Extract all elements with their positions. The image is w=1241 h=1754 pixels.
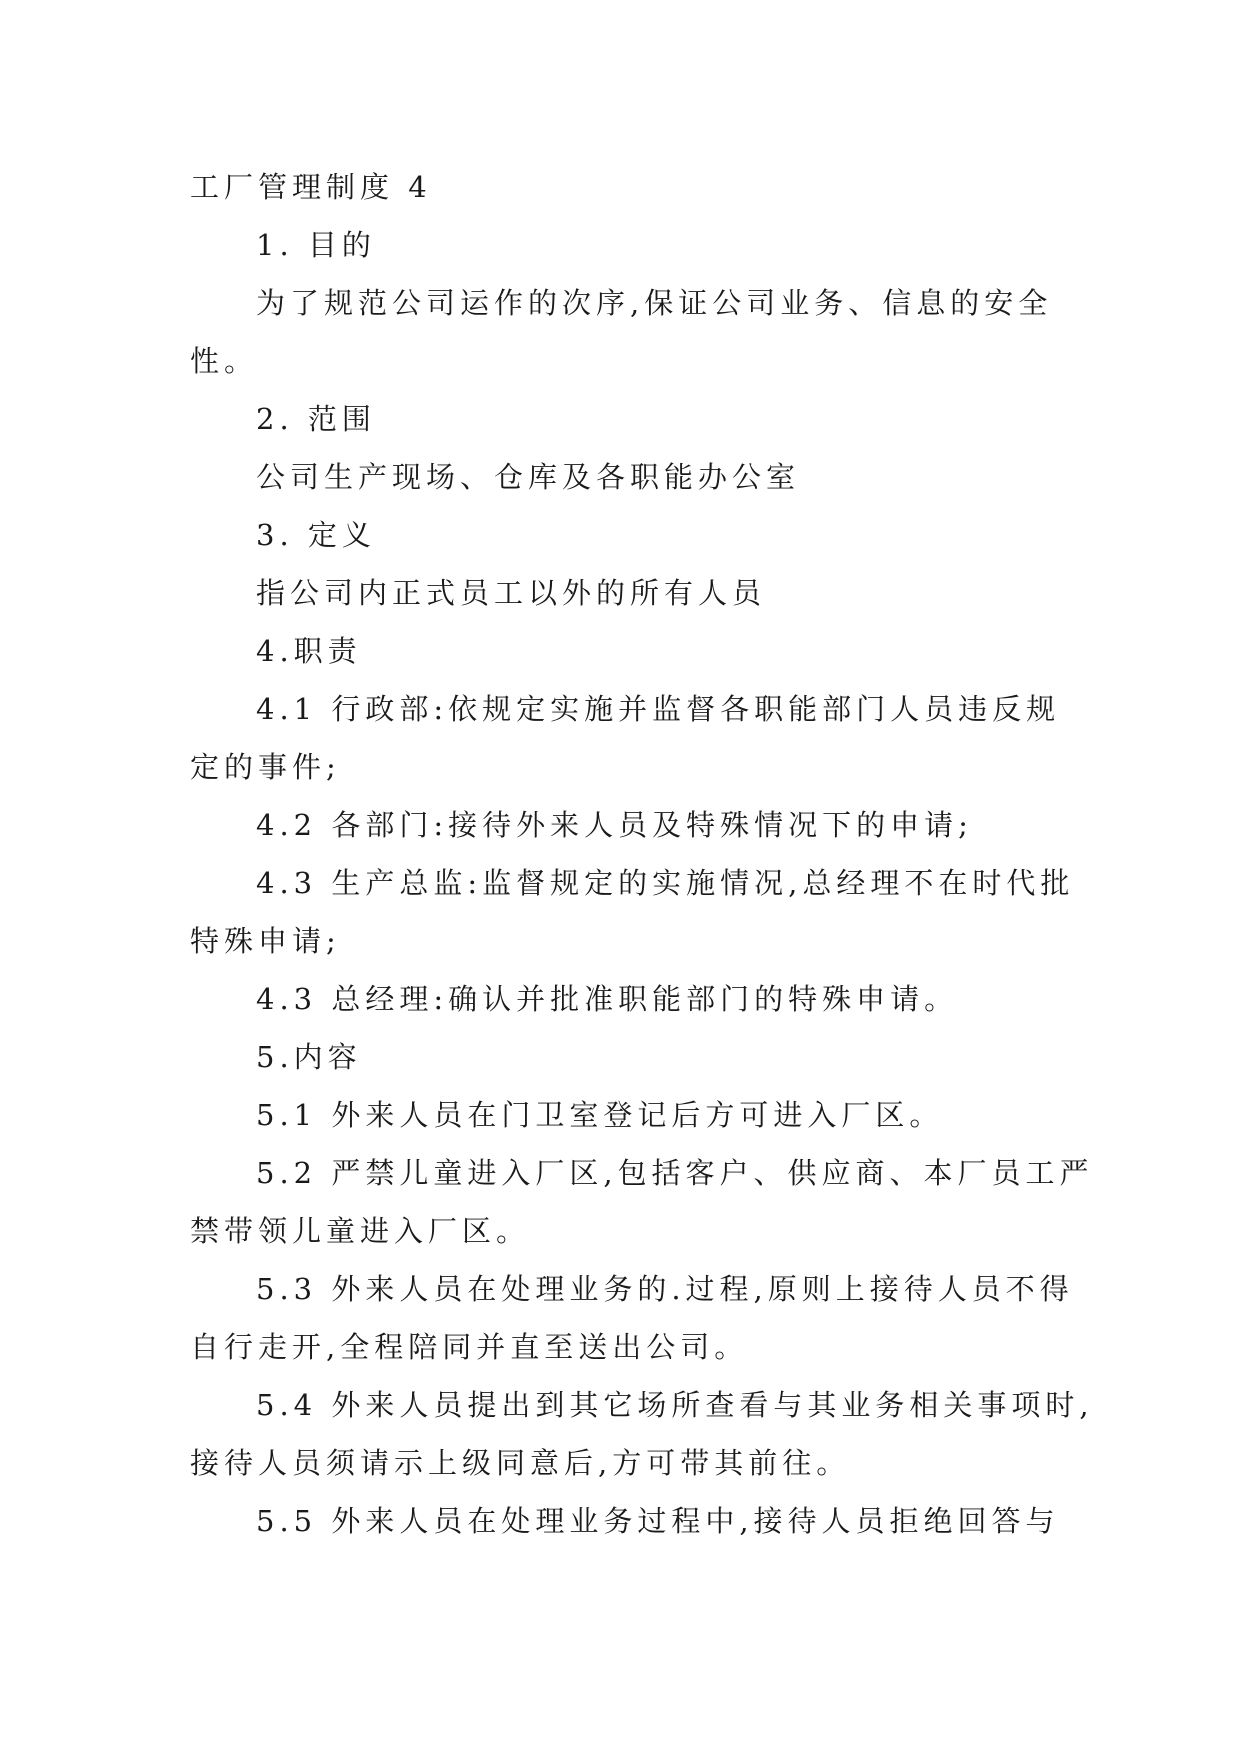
paragraph-line: 接待人员须请示上级同意后,方可带其前往。 bbox=[190, 1446, 851, 1480]
paragraph-line: 定的事件; bbox=[190, 750, 341, 784]
paragraph-line: 5.5 外来人员在处理业务过程中,接待人员拒绝回答与 bbox=[256, 1504, 1060, 1538]
paragraph-line: 公司生产现场、仓库及各职能办公室 bbox=[256, 460, 801, 494]
paragraph-lines bbox=[190, 216, 1094, 1550]
paragraph-line: 5.4 外来人员提出到其它场所查看与其业务相关事项时, bbox=[256, 1388, 1094, 1422]
paragraph-line: 5.3 外来人员在处理业务的.过程,原则上接待人员不得 bbox=[256, 1272, 1074, 1306]
paragraph-line: 4.职责 bbox=[256, 634, 362, 668]
paragraph-line: 4.1 行政部:依规定实施并监督各职能部门人员违反规 bbox=[256, 692, 1061, 726]
document-title: 工厂管理制度 4 bbox=[190, 170, 432, 204]
paragraph-line: 禁带领儿童进入厂区。 bbox=[190, 1214, 531, 1248]
paragraph-line: 2. 范围 bbox=[256, 402, 376, 436]
paragraph-line: 指公司内正式员工以外的所有人员 bbox=[256, 576, 767, 610]
paragraph-line: 3. 定义 bbox=[256, 518, 376, 552]
paragraph-line: 5.内容 bbox=[256, 1040, 362, 1074]
paragraph-line: 4.2 各部门:接待外来人员及特殊情况下的申请; bbox=[256, 808, 973, 842]
paragraph-line: 4.3 总经理:确认并批准职能部门的特殊申请。 bbox=[256, 982, 959, 1016]
paragraph-line: 特殊申请; bbox=[190, 924, 341, 958]
paragraph-line: 1. 目的 bbox=[256, 228, 376, 262]
document-body bbox=[190, 158, 1094, 1550]
paragraph-line: 性。 bbox=[190, 344, 259, 378]
paragraph-line: 5.2 严禁儿童进入厂区,包括客户、供应商、本厂员工严 bbox=[256, 1156, 1094, 1190]
paragraph-line: 5.1 外来人员在门卫室登记后方可进入厂区。 bbox=[256, 1098, 944, 1132]
paragraph-line: 4.3 生产总监:监督规定的实施情况,总经理不在时代批 bbox=[256, 866, 1075, 900]
paragraph-line: 为了规范公司运作的次序,保证公司业务、信息的安全 bbox=[256, 286, 1053, 320]
paragraph-line: 自行走开,全程陪同并直至送出公司。 bbox=[190, 1330, 749, 1364]
